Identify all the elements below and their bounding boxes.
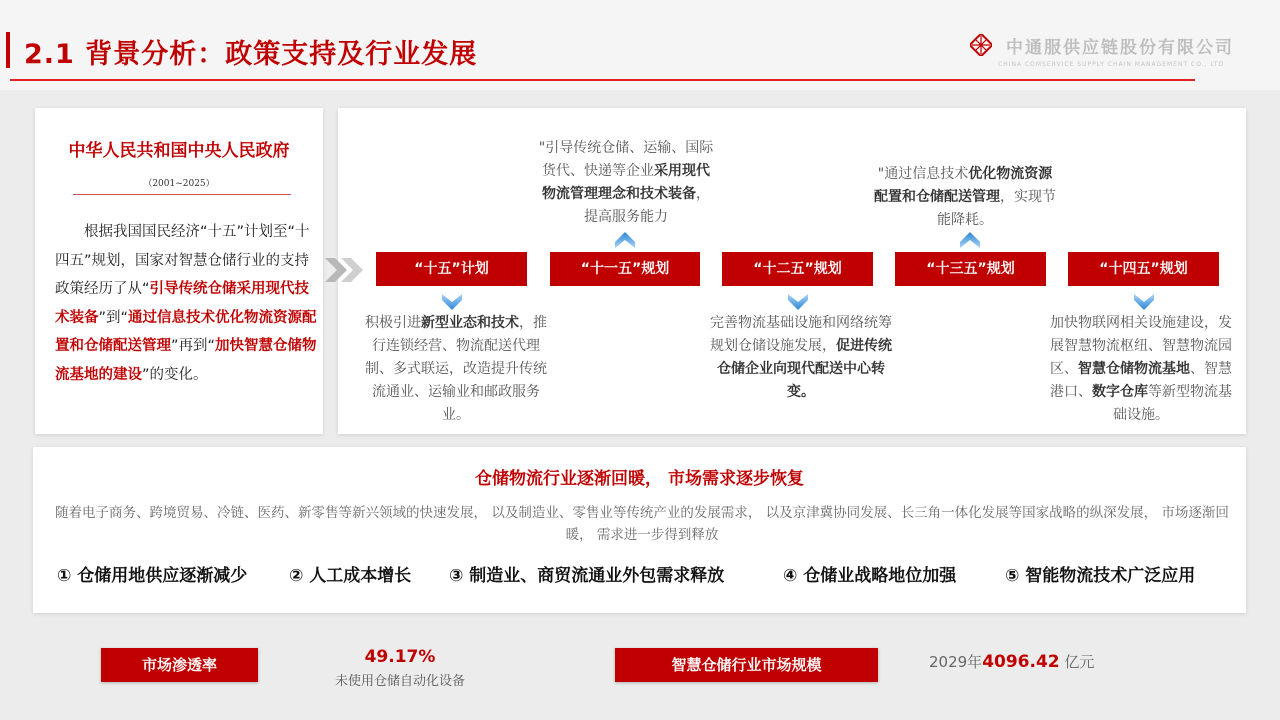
desc-text: "引导传统仓储、运输、国际货代、快递等企业 — [538, 140, 714, 179]
desc-emphasis: 促进传统仓储企业向现代配送中心转变。 — [717, 338, 892, 400]
arrow-down-icon — [788, 292, 808, 312]
arrow-down-icon — [442, 292, 462, 312]
gov-text-segment: ”再到“ — [171, 338, 216, 354]
arrow-down-icon — [1134, 292, 1154, 312]
penetration-caption: 未使用仓储自动化设备 — [334, 674, 465, 689]
desc-text: 积极引进 — [365, 315, 421, 331]
desc-text: ，提高服务能力 — [584, 186, 710, 225]
plan-eleventh: “十一五”规划 — [550, 252, 700, 286]
market-size-label: 智慧仓储行业市场规模 — [615, 648, 878, 682]
factor-item: ⑤ 智能物流技术广泛应用 — [1005, 566, 1196, 586]
company-logo-icon — [970, 34, 992, 56]
title-underline — [10, 79, 1195, 81]
company-name-cn: 中通服供应链股份有限公司 — [1006, 38, 1234, 58]
market-demand-panel — [33, 447, 1246, 613]
desc-text: 等新型物流基础设施。 — [1113, 384, 1232, 423]
arrow-up-icon — [960, 230, 980, 250]
factor-item: ③ 制造业、商贸流通业外包需求释放 — [449, 566, 725, 586]
chevron-arrows-icon — [325, 258, 373, 282]
market-size-value — [929, 652, 1109, 673]
desc-text: 加快物联网相关设施建设，发展智慧物流枢纽、智慧物流园区、 — [1050, 315, 1232, 377]
plan-tenth: “十五”计划 — [376, 252, 527, 286]
desc-text: ，推行连锁经营、物流配送代理制、多式联运，改造提升传统流通业、运输业和邮政服务业。 — [365, 315, 547, 423]
factor-item: ① 仓储用地供应逐渐减少 — [57, 566, 248, 586]
plan-fourteenth-description — [1046, 312, 1236, 427]
plan-twelfth: “十二五”规划 — [722, 252, 873, 286]
plan-thirteenth-description — [872, 163, 1058, 232]
plan-tenth-description — [362, 312, 550, 427]
demand-description: 随着电子商务、跨境贸易、冷链、医药、新零售等新兴领域的快速发展， 以及制造业、零售业等传统产业的发展需求， 以及京津冀协同发展、长三角一体化发展等国家战略的纵深发展， 市场逐渐回暖， 需求进一步得到释放 — [55, 505, 1229, 543]
gov-text-segment: ”的变化。 — [142, 366, 208, 383]
plan-thirteenth: “十三五”规划 — [895, 252, 1046, 286]
desc-emphasis: 采用现代物流管理理念和技术装备 — [542, 163, 710, 202]
plan-twelfth-description — [707, 312, 895, 404]
plan-eleventh-description — [536, 137, 716, 229]
desc-text: "通过信息技术 — [877, 166, 969, 182]
plan-fourteenth: “十四五”规划 — [1068, 252, 1219, 286]
gov-highlight: 加快智慧仓储物流基地的建设 — [55, 338, 317, 383]
desc-emphasis: 优化物流资源配置和仓储配送管理 — [874, 166, 1053, 205]
desc-text: 完善物流基础设施和网络统筹规划仓储设施发展， — [710, 315, 892, 354]
demand-title: 仓储物流行业逐渐回暖， 市场需求逐步恢复 — [475, 469, 804, 489]
company-name-en: CHINA COMSERVICE SUPPLY CHAIN MANAGEMENT CO., LTD — [998, 61, 1225, 68]
market-year: 2029年 — [929, 653, 983, 671]
desc-text: 、智慧港口、 — [1050, 361, 1232, 400]
page-title: 2.1 背景分析：政策支持及行业发展 — [24, 39, 478, 70]
title-accent-bar — [6, 32, 10, 68]
desc-text: ，实现节能降耗。 — [937, 189, 1056, 228]
gov-text-segment: ”到“ — [98, 309, 129, 326]
government-panel — [35, 108, 323, 434]
government-divider — [73, 194, 291, 195]
penetration-label: 市场渗透率 — [101, 648, 258, 682]
desc-emphasis: 新型业态和技术 — [421, 315, 519, 331]
factor-item: ④ 仓储业战略地位加强 — [783, 566, 957, 586]
gov-text-segment: 根据我国国民经济“十五”计划至“十四五”规划，国家对智慧仓储行业的支持政策经历了从“ — [55, 224, 310, 297]
desc-emphasis: 数字仓库 — [1092, 384, 1148, 400]
government-years: （2001~2025） — [143, 179, 215, 189]
penetration-value: 49.17% — [364, 647, 436, 667]
market-unit: 亿元 — [1059, 653, 1095, 671]
desc-emphasis: 智慧仓储物流基地 — [1078, 361, 1190, 377]
gov-highlight: 通过信息技术优化物流资源配置和仓储配送管理 — [55, 309, 317, 354]
gov-highlight: 引导传统仓储采用现代技术装备 — [55, 281, 310, 326]
government-description — [55, 218, 317, 389]
arrow-up-icon — [615, 230, 635, 250]
factor-item: ② 人工成本增长 — [289, 566, 412, 586]
government-title: 中华人民共和国中央人民政府 — [68, 141, 290, 161]
market-number: 4096.42 — [982, 652, 1060, 672]
